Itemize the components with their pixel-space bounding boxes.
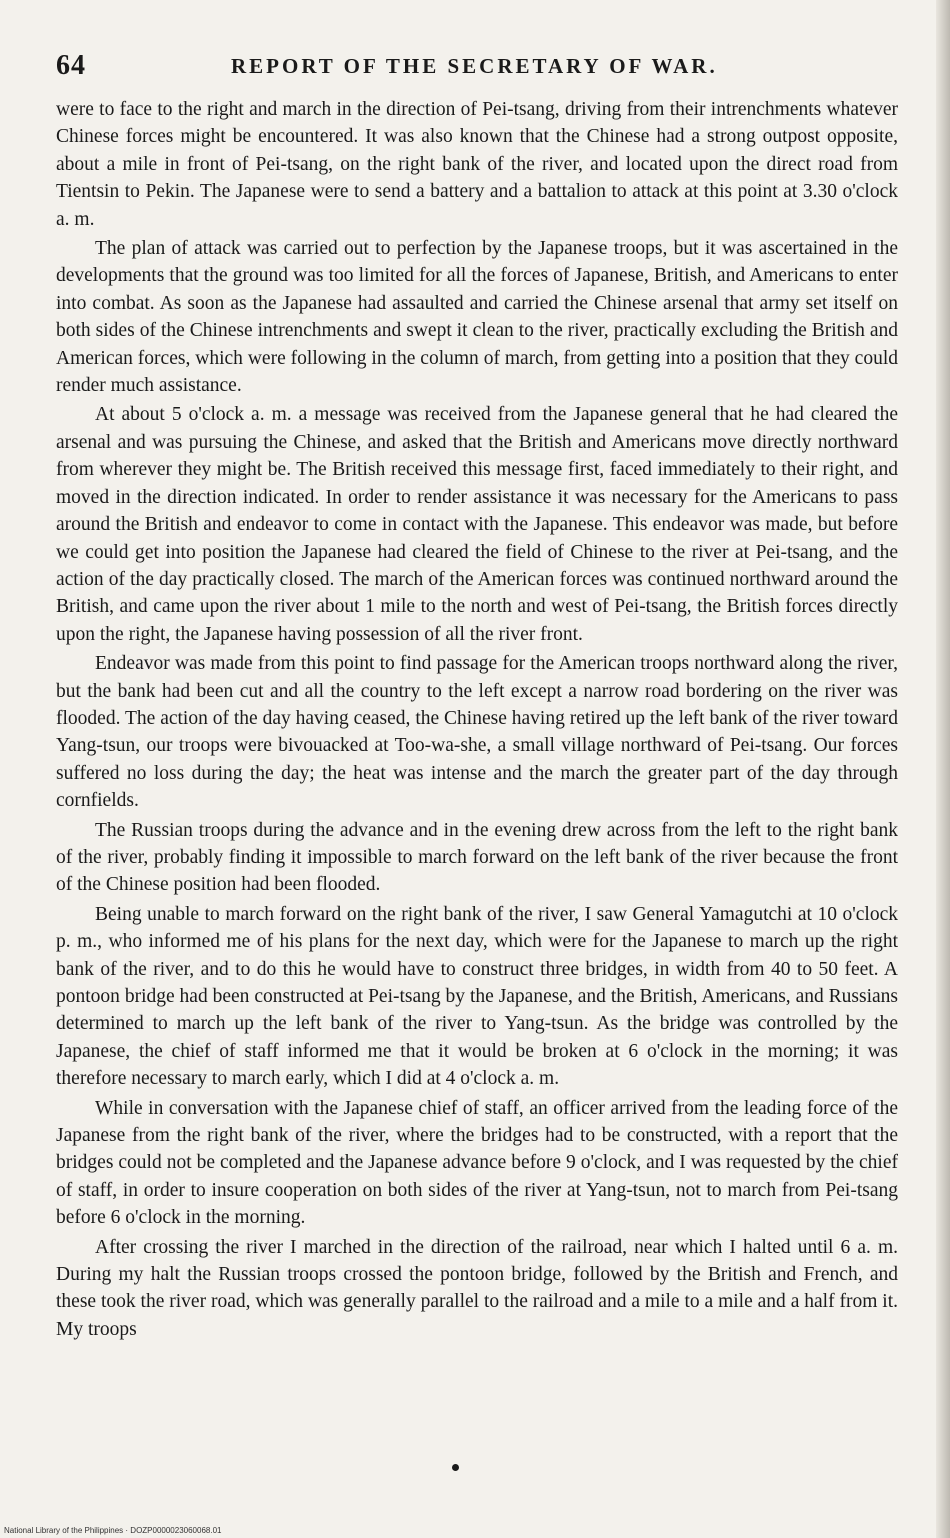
body-text [56, 96, 898, 1345]
paragraph: Endeavor was made from this point to find passage for the American troops northward along the river, but the bank had been cut and all the country to the left except a narrow road bordering on the river was flooded. The action of the day having ceased, the Chinese having retired up the left bank of the river toward Yang-tsun, our troops were bivouacked at Too-wa-she, a small village northward of Pei-tsang. Our forces suffered no loss during the day; the heat was intense and the march the greater part of the day through cornfields. [56, 653, 898, 812]
paragraph: The plan of attack was carried out to perfection by the Japanese troops, but it was ascertained in the developments that the ground was too limited for all the forces of Japanese, British, and Americans to enter into combat. As soon as the Japanese had assaulted and carried the Chinese arsenal that army set itself on both sides of the Chinese intrenchments and swept it clean to the river, practically excluding the British and American forces, which were following in the column of march, from getting into a position that they could render much assistance. [56, 238, 898, 397]
paragraph: Being unable to march forward on the right bank of the river, I saw General Yamagutchi at 10 o'clock p. m., who informed me of his plans for the next day, which were for the Japanese to march up the right bank of the river, and to do this he would have to construct three bridges, in width from 40 to 50 feet. A pontoon bridge had been constructed at Pei-tsang by the Japanese, and the British, Americans, and Russians determined to march up the left bank of the river to Yang-tsun. As the bridge was controlled by the Japanese, the chief of staff informed me that it would be broken at 6 o'clock in the morning; it was therefore necessary to march early, which I did at 4 o'clock a. m. [56, 903, 898, 1090]
page-number: 64 [56, 50, 86, 81]
running-title: REPORT OF THE SECRETARY OF WAR. [231, 54, 718, 78]
paragraph: After crossing the river I marched in the direction of the railroad, near which I halted until 6 a. m. During my halt the Russian troops crossed the pontoon bridge, followed by the British and French, and these took the river road, which was generally parallel to the railroad and a mile to a mile and a half from it. My troops [56, 1236, 898, 1340]
scan-credit: National Library of the Philippines · DOZP0000023060068.01 [4, 1526, 222, 1535]
paragraph: At about 5 o'clock a. m. a message was received from the Japanese general that he had cleared the arsenal and was pursuing the Chinese, and asked that the British and Americans move directly northward from wherever they might be. The British received this message first, faced immediately to their right, and moved in the direction indicated. In order to render assistance it was necessary for the Americans to pass around the British and endeavor to come in contact with the Japanese. This endeavor was made, but before we could get into position the Japanese had cleared the field of Chinese to the river at Pei-tsang, and the action of the day practically closed. The march of the American forces was continued northward around the British, and came upon the river about 1 mile to the north and west of Pei-tsang, the British forces directly upon the right, the Japanese having possession of all the river front. [56, 404, 898, 645]
paragraph: While in conversation with the Japanese chief of staff, an officer arrived from the leading force of the Japanese from the right bank of the river, where the bridges had to be constructed, with a report that the bridges could not be completed and the Japanese advance before 9 o'clock, and I was requested by the chief of staff, in order to insure cooperation on both sides of the river at Yang-tsun, not to march from Pei-tsang before 6 o'clock in the morning. [56, 1097, 898, 1229]
paragraph-continued: were to face to the right and march in the direction of Pei-tsang, driving from their intrenchments whatever Chinese forces might be encountered. It was also known that the Chinese had a strong outpost opposite, about a mile in front of Pei-tsang, on the right bank of the river, and located upon the direct road from Tientsin to Pekin. The Japanese were to send a battery and a battalion to attack at this point at 3.30 o'clock a. m. [56, 99, 898, 230]
page-bottom-dot [452, 1464, 459, 1471]
page-header [56, 50, 896, 90]
paragraph: The Russian troops during the advance and in the evening drew across from the left to the right bank of the river, probably finding it impossible to march forward on the left bank of the river because the front of the Chinese position had been flooded. [56, 819, 898, 896]
page-edge-shadow [936, 0, 950, 1538]
